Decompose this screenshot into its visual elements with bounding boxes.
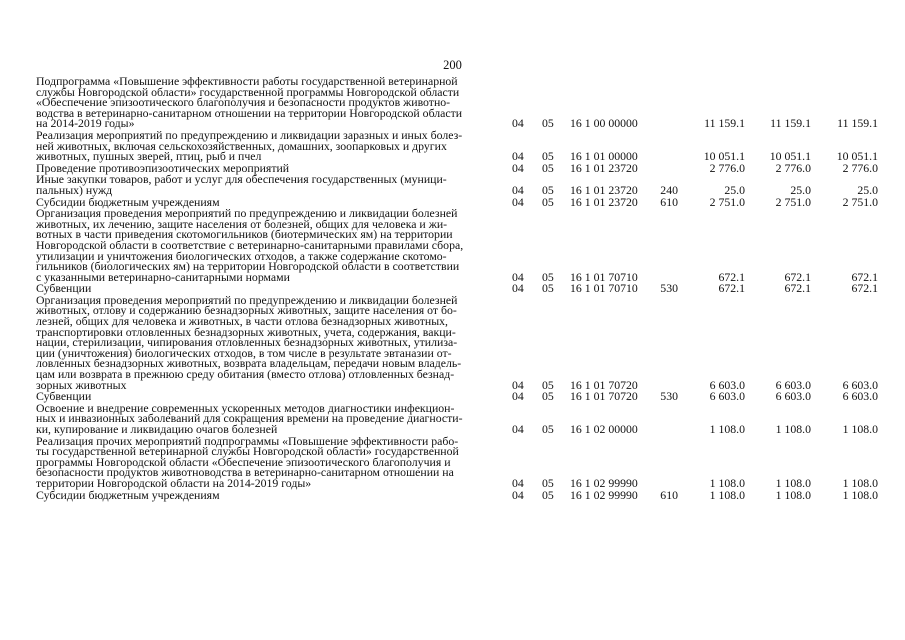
row-name-line: безопасности продуктов животноводства в ветеринарно-санитарном отношении на bbox=[36, 465, 454, 480]
row-name-line: на 2014-2019 годы» bbox=[36, 116, 135, 131]
amount-year2-cell: 672.1 bbox=[784, 269, 811, 284]
row-name-line: «Обеспечение эпизоотического благополучия и безопасности продуктов животно- bbox=[36, 95, 451, 110]
target-article-cell: 16 1 02 99990 bbox=[570, 475, 638, 490]
expense-type-cell: 240 bbox=[660, 182, 678, 197]
expense-type-cell bbox=[652, 436, 678, 490]
amount-year3-cell: 2 776.0 bbox=[842, 160, 878, 175]
amount-year3-cell: 25.0 bbox=[857, 182, 878, 197]
row-name-line: утилизации и уничтожения биологических отходов, а также содержание скотомо- bbox=[36, 248, 447, 263]
expense-type-cell: 530 bbox=[660, 281, 678, 296]
amount-year1-cell: 2 776.0 bbox=[709, 160, 745, 175]
amount-year2-cell: 6 603.0 bbox=[775, 389, 811, 404]
amount-year1-cell: 6 603.0 bbox=[709, 377, 745, 392]
row-name-line: Субвенции bbox=[36, 389, 92, 404]
expense-type-cell bbox=[652, 403, 678, 436]
row-name-line: Реализация прочих мероприятий подпрограммы «Повышение эффективности рабо- bbox=[36, 433, 459, 448]
row-name-line: водства в ветеринарно-санитарном отношении на территории Новгородской области bbox=[36, 105, 463, 120]
razdel-cell: 04 bbox=[512, 269, 524, 284]
podrazdel-cell: 05 bbox=[542, 182, 554, 197]
razdel-cell: 04 bbox=[512, 377, 524, 392]
amount-year2-cell: 1 108.0 bbox=[775, 422, 811, 436]
razdel-cell: 04 bbox=[512, 182, 524, 197]
razdel-cell: 04 bbox=[512, 389, 524, 404]
podrazdel-cell: 05 bbox=[542, 475, 554, 490]
row-name bbox=[36, 433, 512, 490]
podrazdel-cell: 05 bbox=[542, 422, 554, 436]
target-article-cell: 16 1 01 23720 bbox=[570, 194, 638, 209]
table-body bbox=[36, 76, 878, 501]
expense-type-cell bbox=[652, 76, 678, 130]
row-name bbox=[36, 127, 512, 164]
row-name-line: Новгородской области в соответствие с ветеринарно-санитарными правилами сбора, bbox=[36, 237, 464, 252]
podrazdel-cell: 05 bbox=[542, 269, 554, 284]
table-row bbox=[36, 208, 878, 283]
target-article-cell: 16 1 01 70720 bbox=[570, 389, 638, 404]
target-article-cell: 16 1 00 00000 bbox=[570, 116, 638, 131]
amount-year2-cell: 1 108.0 bbox=[775, 475, 811, 490]
expense-type-cell: 610 bbox=[660, 194, 678, 209]
table-row bbox=[36, 76, 878, 130]
row-name bbox=[36, 487, 512, 502]
budget-table bbox=[36, 76, 878, 501]
row-name bbox=[36, 208, 512, 283]
row-name bbox=[36, 174, 512, 196]
table-row bbox=[36, 174, 878, 196]
podrazdel-cell: 05 bbox=[542, 149, 554, 164]
amount-year1-cell: 11 159.1 bbox=[704, 116, 745, 131]
amount-year1-cell: 1 108.0 bbox=[709, 487, 745, 502]
row-name-line: ней животных, включая сельскохозяйственных, домашних, зоопарковых и других bbox=[36, 138, 447, 153]
amount-year2-cell: 672.1 bbox=[784, 281, 811, 296]
row-name-line: пальных) нужд bbox=[36, 182, 113, 197]
expense-type-cell bbox=[652, 208, 678, 283]
target-article-cell: 16 1 01 70720 bbox=[570, 377, 638, 392]
row-name-line: службы Новгородской области» государственной программы Новгородской области bbox=[36, 84, 460, 99]
row-name-line: Иные закупки товаров, работ и услуг для обеспечения государственных (муници- bbox=[36, 172, 447, 187]
target-article-cell: 16 1 01 00000 bbox=[570, 149, 638, 164]
podrazdel-cell: 05 bbox=[542, 487, 554, 502]
podrazdel-cell: 05 bbox=[542, 194, 554, 209]
table-row bbox=[36, 130, 878, 163]
expense-type-cell: 610 bbox=[660, 487, 678, 502]
amount-year1-cell: 6 603.0 bbox=[709, 389, 745, 404]
target-article-cell: 16 1 01 23720 bbox=[570, 182, 638, 197]
amount-year3-cell: 672.1 bbox=[851, 281, 878, 296]
amount-year3-cell: 1 108.0 bbox=[842, 422, 878, 436]
expense-type-cell bbox=[652, 130, 678, 163]
row-name-line: ловленных безнадзорных животных, возврата владельцам, передачи новым владель- bbox=[36, 356, 462, 371]
target-article-cell: 16 1 01 70710 bbox=[570, 269, 638, 284]
table-row bbox=[36, 436, 878, 490]
amount-year2-cell: 2 776.0 bbox=[775, 160, 811, 175]
row-name-line: Реализация мероприятий по предупреждению и ликвидации заразных и иных болез- bbox=[36, 127, 463, 142]
row-name-line: ки, купирование и ликвидацию очагов болезней bbox=[36, 422, 278, 436]
table-row bbox=[36, 295, 878, 391]
podrazdel-cell: 05 bbox=[542, 389, 554, 404]
amount-year3-cell: 6 603.0 bbox=[842, 377, 878, 392]
razdel-cell: 04 bbox=[512, 487, 524, 502]
row-name-line: цам или возврата в прежнюю среду обитания (вместо отлова) отловленных безнад- bbox=[36, 367, 455, 382]
row-name bbox=[36, 400, 512, 436]
razdel-cell: 04 bbox=[512, 281, 524, 296]
expense-type-cell bbox=[652, 295, 678, 391]
row-name-line: Субсидии бюджетным учреждениям bbox=[36, 194, 220, 209]
row-name-line: гильников (биологических ям) на территории Новгородской области в соответствии bbox=[36, 259, 460, 274]
razdel-cell: 04 bbox=[512, 194, 524, 209]
row-name-line: животных, отлову и содержанию безнадзорных животных, защите населения от бо- bbox=[36, 303, 457, 318]
amount-year1-cell: 672.1 bbox=[718, 269, 745, 284]
row-name-line: Проведение противоэпизоотических мероприятий bbox=[36, 160, 290, 175]
amount-year1-cell: 1 108.0 bbox=[709, 475, 745, 490]
row-name-line: вотных в части приведения скотомогильников (биотермических ям) на территории bbox=[36, 227, 453, 242]
row-name-line: Субвенции bbox=[36, 281, 92, 296]
page-number: 200 bbox=[443, 58, 462, 72]
row-name-line: территории Новгородской области на 2014-2019 годы» bbox=[36, 475, 312, 490]
amount-year1-cell: 2 751.0 bbox=[709, 194, 745, 209]
razdel-cell: 04 bbox=[512, 160, 524, 175]
podrazdel-cell: 05 bbox=[542, 116, 554, 131]
amount-year3-cell: 6 603.0 bbox=[842, 389, 878, 404]
podrazdel-cell: 05 bbox=[542, 377, 554, 392]
row-name-line: животных, пушных зверей, птиц, рыб и пчел bbox=[36, 149, 262, 164]
amount-year2-cell: 2 751.0 bbox=[775, 194, 811, 209]
amount-year2-cell: 1 108.0 bbox=[775, 487, 811, 502]
amount-year2-cell: 25.0 bbox=[790, 182, 811, 197]
row-name-line: ных и инвазионных заболеваний для сокращения времени на проведение диагности- bbox=[36, 411, 463, 426]
table-row bbox=[36, 490, 878, 502]
razdel-cell: 04 bbox=[512, 475, 524, 490]
amount-year2-cell: 10 051.1 bbox=[769, 149, 811, 164]
row-name-line: ции (уничтожения) биологических отходов, в том числе в результате эвтаназии от- bbox=[36, 345, 452, 360]
amount-year3-cell: 10 051.1 bbox=[836, 149, 878, 164]
row-name bbox=[36, 292, 512, 392]
row-name-line: ты государственной ветеринарной службы Новгородской области» государственной bbox=[36, 444, 459, 459]
expense-type-cell: 530 bbox=[660, 389, 678, 404]
row-name-line: животных, их лечению, защите населения от болезней, общих для человека и жи- bbox=[36, 216, 448, 231]
row-name-line: Освоение и внедрение современных ускоренных методов диагностики инфекцион- bbox=[36, 400, 455, 415]
target-article-cell: 16 1 02 00000 bbox=[570, 422, 638, 436]
row-name-line: с указанными ветеринарно-санитарными нормами bbox=[36, 269, 290, 284]
row-name-line: Подпрограмма «Повышение эффективности работы государственной ветеринарной bbox=[36, 74, 458, 88]
amount-year3-cell: 2 751.0 bbox=[842, 194, 878, 209]
row-name-line: программы Новгородской области «Обеспечение эпизоотического благополучия и bbox=[36, 454, 451, 469]
podrazdel-cell: 05 bbox=[542, 281, 554, 296]
razdel-cell: 04 bbox=[512, 149, 524, 164]
row-name-line: зорных животных bbox=[36, 377, 127, 392]
razdel-cell: 04 bbox=[512, 422, 524, 436]
amount-year3-cell: 1 108.0 bbox=[842, 475, 878, 490]
row-name-line: Субсидии бюджетным учреждениям bbox=[36, 487, 220, 502]
podrazdel-cell: 05 bbox=[542, 160, 554, 175]
table-row bbox=[36, 403, 878, 436]
row-name-line: Организация проведения мероприятий по предупреждению и ликвидации болезней bbox=[36, 206, 458, 221]
target-article-cell: 16 1 02 99990 bbox=[570, 487, 638, 502]
row-name bbox=[36, 76, 512, 130]
expense-type-cell bbox=[652, 163, 678, 175]
target-article-cell: 16 1 01 70710 bbox=[570, 281, 638, 296]
row-name-line: лезней, общих для человека и животных, в части отлова безнадзорных животных, bbox=[36, 314, 449, 329]
row-name-line: нации, стерилизации, чипирования отловленных безнадзорных животных, утилиза- bbox=[36, 335, 458, 350]
amount-year1-cell: 672.1 bbox=[718, 281, 745, 296]
amount-year1-cell: 25.0 bbox=[724, 182, 745, 197]
row-name-line: транспортировки отловленных безнадзорных животных, учета, содержания, вакци- bbox=[36, 324, 456, 339]
razdel-cell: 04 bbox=[512, 116, 524, 131]
amount-year3-cell: 1 108.0 bbox=[842, 487, 878, 502]
amount-year1-cell: 1 108.0 bbox=[709, 422, 745, 436]
amount-year2-cell: 6 603.0 bbox=[775, 377, 811, 392]
target-article-cell: 16 1 01 23720 bbox=[570, 160, 638, 175]
amount-year3-cell: 11 159.1 bbox=[837, 116, 878, 131]
amount-year1-cell: 10 051.1 bbox=[703, 149, 745, 164]
amount-year2-cell: 11 159.1 bbox=[770, 116, 811, 131]
amount-year3-cell: 672.1 bbox=[851, 269, 878, 284]
row-name-line: Организация проведения мероприятий по предупреждению и ликвидации болезней bbox=[36, 292, 458, 307]
